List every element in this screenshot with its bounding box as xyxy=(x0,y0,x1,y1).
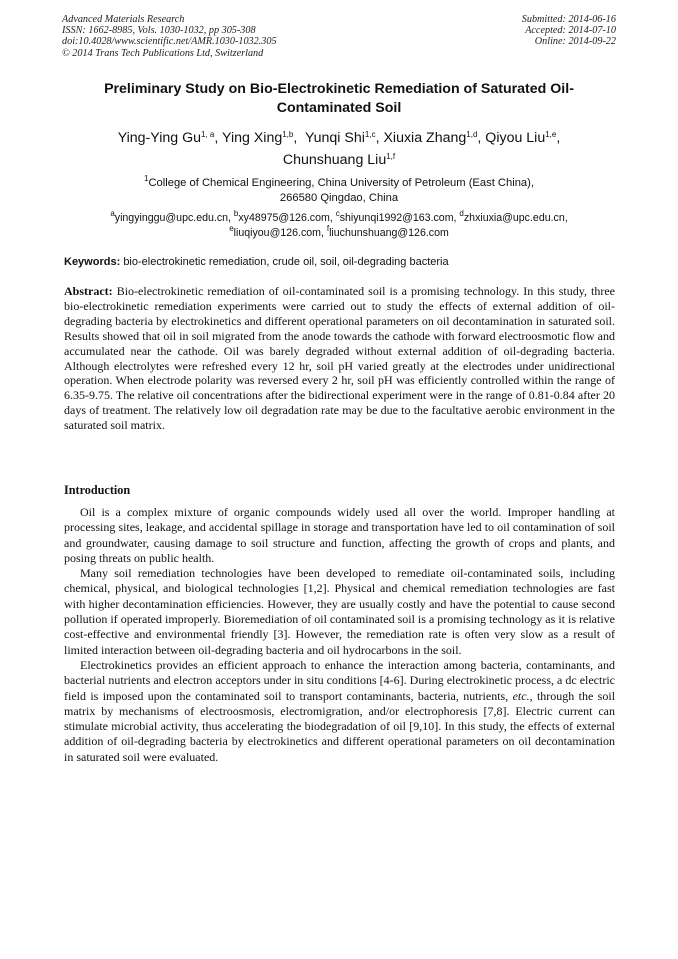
author-sup: 1, a xyxy=(201,130,215,139)
author-name: Qiyou Liu xyxy=(485,130,546,146)
introduction-heading: Introduction xyxy=(64,483,131,497)
email-sup: e xyxy=(229,224,234,233)
author-name: Xiuxia Zhang xyxy=(383,130,467,146)
email-sup: c xyxy=(335,209,340,218)
keywords-text: bio-electrokinetic remediation, crude oil, soil, oil-degrading bacteria xyxy=(123,256,449,268)
submitted-date: Submitted: 2014-06-16 xyxy=(521,14,616,25)
email-link[interactable]: shiyunqi1992@163.com xyxy=(339,212,454,224)
affiliation-line: College of Chemical Engineering, China University of Petroleum (East China), xyxy=(148,177,534,189)
email-link[interactable]: zhxiuxia@upc.edu.cn xyxy=(463,212,565,224)
abstract xyxy=(64,284,615,433)
author-name: Ying-Ying Gu xyxy=(117,130,202,146)
email-link[interactable]: liuqiyou@126.com xyxy=(233,227,321,239)
paragraph-italic: etc. xyxy=(512,688,530,703)
keywords-label: Keywords: xyxy=(64,256,121,268)
paragraph xyxy=(64,658,615,765)
submission-dates xyxy=(522,14,616,48)
paper-title: Preliminary Study on Bio-Electrokinetic Remediation of Saturated Oil-Contaminated Soil xyxy=(104,81,574,116)
email-link[interactable]: yingyinggu@upc.edu.cn xyxy=(114,212,229,224)
journal-copyright: © 2014 Trans Tech Publications Ltd, Switzerland xyxy=(62,47,264,59)
email-sup: f xyxy=(326,224,330,233)
author-name: Ying Xing xyxy=(222,130,283,146)
abstract-text: Bio-electrokinetic remediation of oil-contaminated soil is a promising technology. In this study, three bio-electrokinetic remediation experiments were carried out to study the effects of external addition of oil-degrading bacteria by electrokinetics and different operational parameters on oil decontamination in saturated soil. Results showed that oil in soil migrated from the anode towards the cathode with forward electroosmotic flow and accumulated near the cathode. Oil was barely degraded without external addition of oil-degrading bacteria. Although electrolytes were refreshed every 12 hr, soil pH varied greatly at the electrodes under unidirectional operation. When electrode polarity was reversed every 2 hr, soil pH was efficiently controlled within the range of 6.35-9.75. The relative oil concentrations after the bidirectional experiment were in the range of 0.81-0.84 after 20 days of treatment. The relatively low oil degradation rate may be due to the facultative aerobic environment in the saturated soil matrix. xyxy=(64,284,615,433)
accepted-date: Accepted: 2014-07-10 xyxy=(525,25,616,37)
author-sup: 1,b xyxy=(282,130,294,139)
journal-name: Advanced Materials Research xyxy=(62,14,185,25)
author-emails: $^a$yingyinggu@upc.edu.cn, $^b$xy48975@126.com, $^c$shiyunqi1992@163.com, $^d$zhxiuxia@upc.edu.cn, $^e$liuqiyou@126.com, $^f$liuchunshuang@126.com xyxy=(110,209,568,239)
author-list: Ying-Ying Gu$^{1, a}$, Ying Xing$^{1,b}$, Yunqi Shi$^{1,c}$, Xiuxia Zhang$^{1,d}$, Qiyou Liu$^{1,e}$, Chunshuang Liu$^{1,f}$ xyxy=(117,130,561,168)
paragraph-text: Electrokinetics provides an efficient approach to enhance the interaction among bacteria, contaminants, and bacterial nutrients and electron acceptors under in situ conditions [4-6]. During electrokinetic process, a dc electric field is imposed upon the contaminated soil to transport contaminants, bacteria, nutrients, xyxy=(64,657,615,703)
paragraph: Many soil remediation technologies have been developed to remediate oil-contaminated soils, including chemical, physical, and biological technologies [1,2]. Physical and chemical remediation technologies are fast with higher decontamination efficiencies. However, they are usually costly and have the potential to cause second pollution if operated improperly. Bioremediation of oil contaminated soil is a promising technology as it is relative cost-effective and environmental friendly [3]. However, the remediation rate is often very slow as a result of limited interaction between oil-degrading bacteria and oil hydrocarbons in the soil. xyxy=(64,566,615,657)
affiliation xyxy=(62,176,616,205)
paragraph-text: , through the soil matrix by mechanisms of electroosmosis, electromigration, and/or electrophoresis [7,8]. Electric current can stimulate microbial activity, thus accelerating the biodegradation of oil [9,10]. In this study, the effects of external addition of oil-degrading bacteria by electrokinetics and different operational parameters on oil decontamination in saturated soil were evaluated. xyxy=(64,688,616,764)
paragraph: Oil is a complex mixture of organic compounds widely used all over the world. Improper handling at processing sites, leakage, and accidental spillage in storage and transportation have led to oil contamination of soil and groundwater, causing damage to soil structure and function, affecting the growth of crops and plants, and posing threats on public health. xyxy=(64,505,615,565)
journal-doi: doi:10.4028/www.scientific.net/AMR.1030-1032.305 xyxy=(62,36,277,48)
email-sup: a xyxy=(110,209,115,218)
email-link[interactable]: xy48975@126.com xyxy=(238,212,330,224)
affiliation-line: 266580 Qingdao, China xyxy=(279,192,399,204)
introduction-body xyxy=(64,505,615,765)
keywords xyxy=(64,255,616,269)
author-name: Chunshuang Liu xyxy=(282,152,387,168)
email-link[interactable]: liuchunshuang@126.com xyxy=(329,227,449,239)
abstract-label: Abstract: xyxy=(64,284,113,298)
journal-header xyxy=(62,14,277,59)
email-sup: b xyxy=(233,209,239,218)
online-date: Online: 2014-09-22 xyxy=(534,36,616,48)
journal-issn: ISSN: 1662-8985, Vols. 1030-1032, pp 305-308 xyxy=(62,25,256,37)
author-name: Yunqi Shi xyxy=(304,130,365,146)
author-sup: 1,f xyxy=(386,152,396,161)
author-sup: 1,d xyxy=(466,130,478,139)
email-sup: d xyxy=(459,209,464,218)
affiliation-sup: 1 xyxy=(144,174,149,183)
author-sup: 1,c xyxy=(364,130,376,139)
author-sup: 1,e xyxy=(545,130,557,139)
